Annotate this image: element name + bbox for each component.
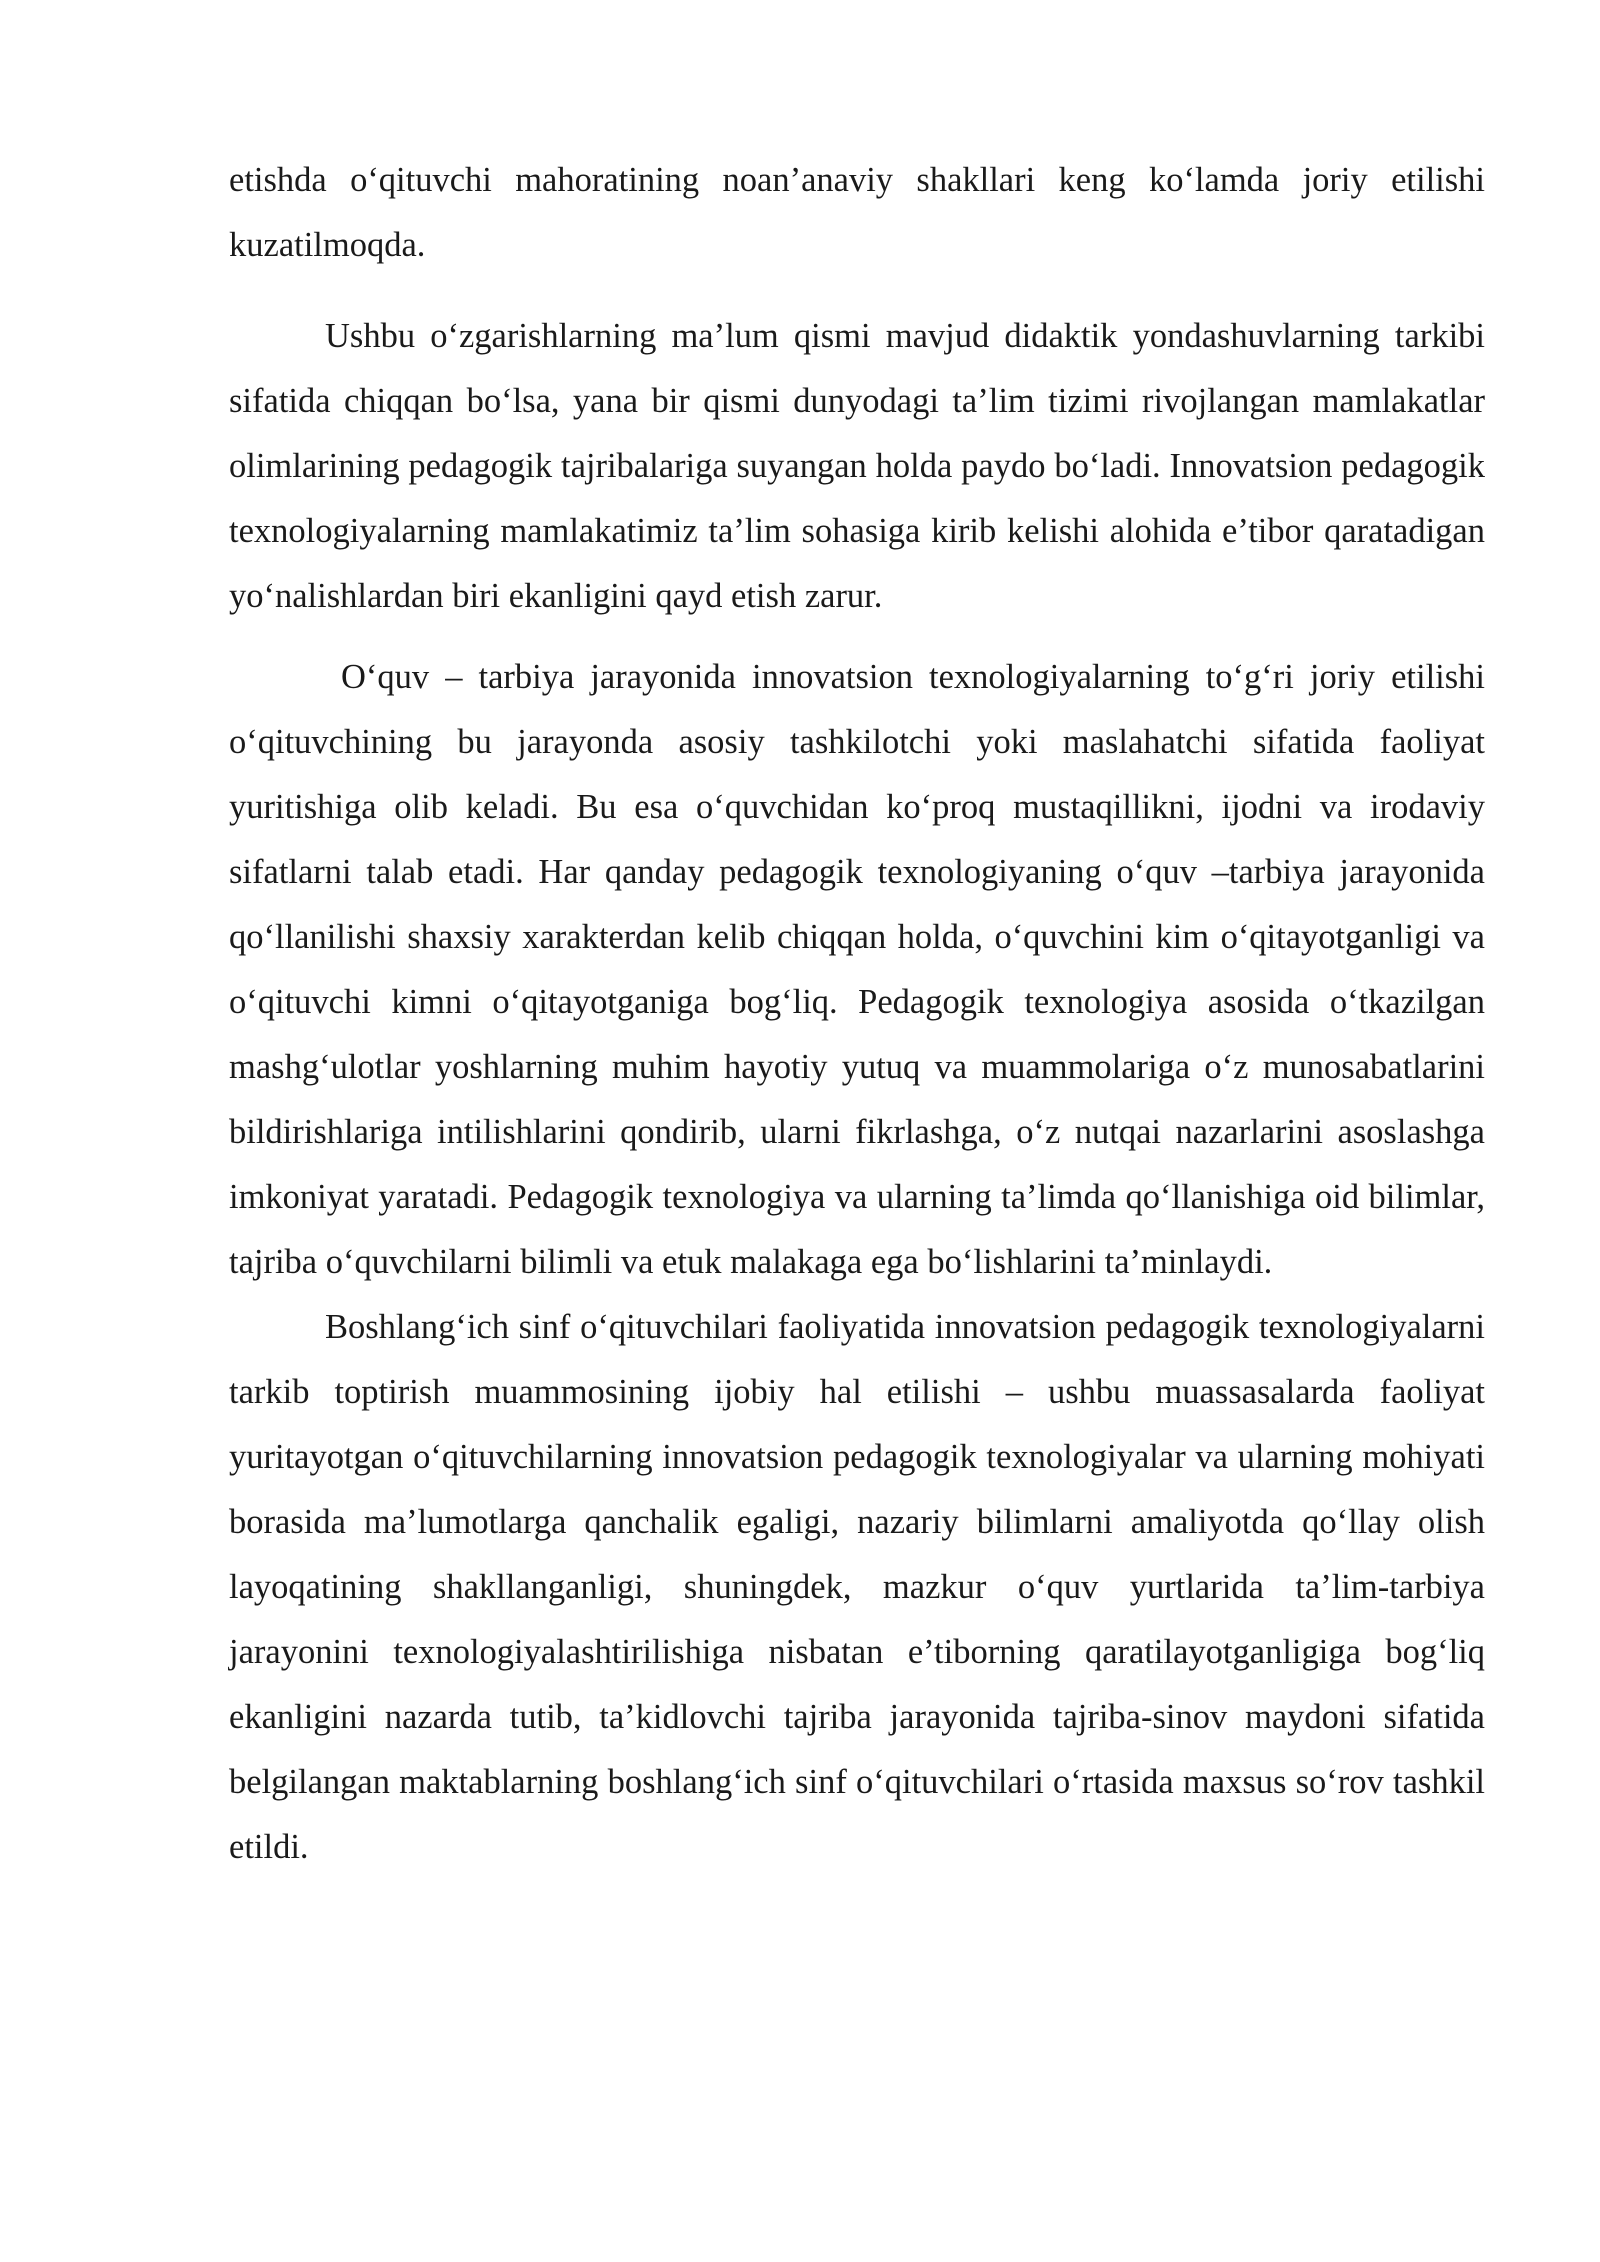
paragraph-teaching-process: O‘quv – tarbiya jarayonida innovatsion texnologiyalarning to‘g‘ri joriy etilishi o‘qituvchining bu jarayonda asosiy tashkilotchi yoki maslahatchi sifatida faoliyat yuritishiga olib keladi. Bu esa o‘quvchidan ko‘proq mustaqillikni, ijodni va irodaviy sifatlarni talab etadi. Har qanday pedagogik texnologiyaning o‘quv –tarbiya jarayonida qo‘llanilishi shaxsiy xarakterdan kelib chiqqan holda, o‘quvchini kim o‘qitayotganligi va o‘qituvchi kimni o‘qitayotganiga bog‘liq. Pedagogik texnologiya asosida o‘tkazilgan mashg‘ulotlar yoshlarning muhim hayotiy yutuq va muammolariga o‘z munosabatlarini bildirishlariga intilishlarini qondirib, ularni fikrlashga, o‘z nutqai nazarlarini asoslashga imkoniyat yaratadi. Pedagogik texnologiya va ularning ta’limda qo‘llanishiga oid bilimlar, tajriba o‘quvchilarni bilimli va etuk malakaga ega bo‘lishlarini ta’minlaydi.	[229, 658, 1485, 1281]
body-text	[229, 148, 1485, 1880]
paragraph-primary-teachers: Boshlang‘ich sinf o‘qituvchilari faoliyatida innovatsion pedagogik texnologiyalarni tarkib toptirish muammosining ijobiy hal etilishi – ushbu muassasalarda faoliyat yuritayotgan o‘qituvchilarning innovatsion pedagogik texnologiyalar va ularning mohiyati borasida ma’lumotlarga qanchalik egaligi, nazariy bilimlarni amaliyotda qo‘llay olish layoqatining shakllanganligi, shuningdek, mazkur o‘quv yurtlarida ta’lim-tarbiya jarayonini texnologiyalashtirilishiga nisbatan e’tiborning qaratilayotganligiga bog‘liq ekanligini nazarda tutib, ta’kidlovchi tajriba jarayonida tajriba-sinov maydoni sifatida belgilangan maktablarning boshlang‘ich sinf o‘qituvchilari o‘rtasida maxsus so‘rov tashkil etildi.	[229, 1308, 1485, 1866]
paragraph-continuation: etishda o‘qituvchi mahoratining noan’anaviy shakllari keng ko‘lamda joriy etilishi kuzatilmoqda.	[229, 161, 1485, 264]
paragraph-changes: Ushbu o‘zgarishlarning ma’lum qismi mavjud didaktik yondashuvlarning tarkibi sifatida chiqqan bo‘lsa, yana bir qismi dunyodagi ta’lim tizimi rivojlangan mamlakatlar olimlarining pedagogik tajribalariga suyangan holda paydo bo‘ladi. Innovatsion pedagogik texnologiyalarning mamlakatimiz ta’lim sohasiga kirib kelishi alohida e’tibor qaratadigan yo‘nalishlardan biri ekanligini qayd etish zarur.	[229, 317, 1485, 615]
